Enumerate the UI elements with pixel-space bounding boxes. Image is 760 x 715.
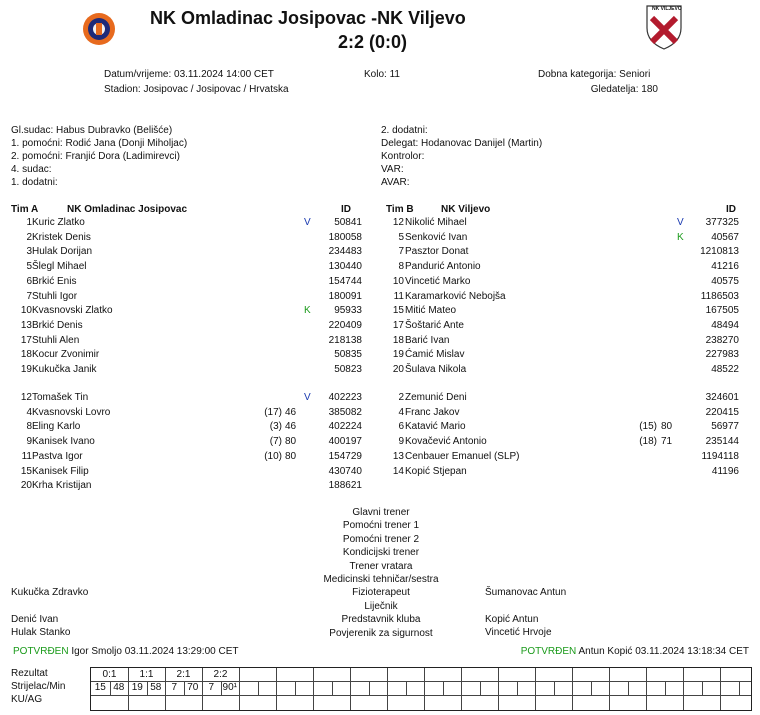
grid-divider [702,681,703,695]
player-row [0,275,760,289]
grid-divider [720,668,721,710]
player-row [0,420,760,434]
player-row [0,363,760,377]
player-number: 14 [392,465,404,477]
player-name: Kopić Stjepan [405,465,467,477]
home-logo-partial [30,0,68,11]
home-confirm-status: POTVRĐEN [13,646,69,657]
player-id: 377325 [705,217,739,228]
player-number: 6 [26,275,32,287]
grid-divider [480,681,481,695]
grid-divider [591,681,592,695]
player-name: Barić Ivan [405,334,450,346]
row-label-result: Rezultat [11,668,48,679]
goal-minute: 58 [150,682,162,693]
player-name: Pandurić Antonio [405,261,481,273]
player-name: Kvasnovski Zlatko [32,305,113,317]
staff-role-label: Fizioterapeut [352,587,410,599]
grid-divider [628,681,629,695]
grid-divider [313,668,314,710]
player-id: 324601 [705,392,739,403]
player-name: Šlegl Mihael [32,261,87,273]
grid-divider [517,681,518,695]
player-number: 11 [393,290,404,302]
goalkeeper-marker: V [304,392,311,403]
title-separator: - [371,8,378,28]
grid-divider [739,681,740,695]
grid-divider [350,668,351,710]
player-number: 10 [20,305,32,317]
player-id: 40567 [711,231,739,243]
grid-divider [387,668,388,710]
player-name: Cenbauer Emanuel (SLP) [405,450,520,462]
player-row [0,406,760,420]
grid-divider [369,681,370,695]
player-row [0,391,760,405]
team-b-label: Tim B [386,204,414,215]
player-id: 430740 [328,465,362,477]
player-number: 19 [392,349,404,361]
substitution-for: (18) [639,436,657,448]
staff-role-label: Trener vratara [349,560,413,572]
official-delegate: Delegat: Hodanovac Danijel (Martin) [381,138,543,149]
goal-scorer-number: 19 [131,682,143,693]
substitution-for: (7) [269,436,282,448]
goal-result: 2:1 [176,669,191,680]
away-team-name: NK Viljevo [377,8,466,28]
grid-divider [443,681,444,695]
goalkeeper-marker: V [677,217,684,228]
player-id: 1194118 [701,450,739,462]
player-name: Kanisek Filip [32,465,89,477]
away-logo-text: NK VILJEVO [652,6,682,12]
grid-divider [276,668,277,710]
substitution-minute: 80 [661,421,673,433]
grid-divider [406,681,407,695]
home-confirm-text: Igor Smoljo 03.11.2024 13:29:00 CET [71,646,239,657]
home-security: Hulak Stanko [11,627,71,638]
goal-scorer-number: 15 [94,682,106,693]
team-b-id-header: ID [726,204,736,215]
goal-result: 0:1 [102,669,117,680]
team-a-name: NK Omladinac Josipovac [67,204,188,215]
player-name: Brkić Enis [32,275,77,287]
player-number: 9 [398,436,404,448]
player-row [0,334,760,348]
player-row [0,479,760,493]
player-number: 1 [26,217,32,228]
player-row [0,260,760,274]
player-name: Katavić Mario [405,421,466,433]
staff-role-label: Kondicijski trener [342,547,420,559]
home-physio: Kukučka Zdravko [11,587,89,598]
home-team-logo [82,12,116,49]
player-number: 18 [392,334,404,346]
player-row [0,290,760,304]
away-team-logo [644,4,684,53]
goals-grid [90,667,752,711]
player-id: 238270 [705,334,739,346]
captain-marker: K [304,305,311,317]
player-name: Brkić Denis [32,319,83,331]
player-id: 50835 [334,349,362,361]
player-number: 8 [26,421,32,433]
player-number: 4 [398,406,404,418]
player-name: Pastva Igor [32,450,83,462]
match-round: Kolo: 11 [364,69,400,80]
player-row [0,304,760,318]
player-number: 17 [20,334,32,346]
home-confirmation [13,646,239,657]
player-id: 95933 [334,305,362,317]
player-id: 50823 [334,364,362,375]
player-name: Kovačević Antonio [405,436,487,448]
player-id: 40575 [711,275,739,287]
player-name: Kocur Zvonimir [32,349,100,361]
substitution-minute: 46 [285,421,297,433]
grid-divider [424,668,425,710]
official-additional-2: 2. dodatni: [381,125,428,136]
grid-divider [665,681,666,695]
player-number: 2 [398,392,404,403]
player-name: Zemunić Deni [405,392,467,403]
player-name: Kuric Zlatko [32,217,85,228]
staff-role-label: Predstavnik kluba [341,614,421,626]
grid-divider [535,668,536,710]
player-id: 180091 [328,290,362,302]
grid-divider [683,668,684,710]
away-physio: Šumanovac Antun [485,587,567,598]
official-referee: Gl.sudac: Habus Dubravko (Belišće) [11,125,173,136]
goal-result: 2:2 [213,669,228,680]
player-number: 10 [392,275,404,287]
player-id: 220415 [705,406,739,418]
player-id: 400197 [328,436,362,448]
player-name: Vincetić Marko [405,275,471,287]
player-number: 7 [26,290,32,302]
player-name: Senković Ivan [405,231,468,243]
substitution-minute: 46 [285,406,297,418]
official-fourth: 4. sudac: [11,164,52,175]
player-name: Šulava Nikola [405,364,467,375]
player-number: 12 [20,392,32,403]
player-id: 154744 [328,275,362,287]
player-id: 154729 [328,450,362,462]
player-name: Pasztor Donat [405,246,469,258]
player-number: 17 [392,319,404,331]
goal-minute: 48 [113,682,125,693]
player-name: Hulak Dorijan [32,246,93,258]
player-id: 402224 [328,421,362,433]
match-spectators: Gledatelja: 180 [590,84,658,95]
official-controller: Kontrolor: [381,151,425,162]
player-id: 180058 [328,231,362,243]
substitution-minute: 80 [285,436,297,448]
player-number: 11 [21,450,32,462]
player-number: 6 [398,421,404,433]
player-id: 56977 [711,421,739,433]
goal-scorer-number: 7 [208,682,215,693]
player-number: 5 [26,261,32,273]
staff-role-label: Povjerenik za sigurnost [329,627,433,639]
player-name: Šoštarić Ante [405,319,464,331]
player-number: 15 [392,305,404,317]
staff-role-label: Liječnik [364,600,398,612]
player-id: 402223 [328,392,362,403]
away-logo-partial [692,0,722,9]
player-name: Mitić Mateo [405,305,457,317]
grid-divider [332,681,333,695]
grid-divider [461,668,462,710]
player-name: Ćamić Mislav [405,349,465,361]
grid-divider [295,681,296,695]
player-id: 130440 [328,261,362,273]
player-number: 4 [26,406,32,418]
official-additional-1: 1. dodatni: [11,177,58,188]
player-number: 9 [26,436,32,448]
team-a-id-header: ID [341,204,351,215]
match-datetime: Datum/vrijeme: 03.11.2024 14:00 CET [104,69,274,80]
captain-marker: K [677,231,684,243]
player-row [0,450,760,464]
away-confirm-text: Antun Kopić 03.11.2024 13:18:34 CET [578,646,749,657]
substitution-for: (3) [269,421,282,433]
grid-divider [609,668,610,710]
goal-minute: 70 [187,682,199,693]
player-row [0,319,760,333]
player-number: 13 [20,319,32,331]
player-name: Karamarković Nebojša [405,290,506,302]
grid-divider [554,681,555,695]
player-number: 5 [398,231,404,243]
player-name: Kukučka Janik [32,364,97,375]
player-number: 12 [392,217,404,228]
home-representative: Denić Ivan [11,614,59,625]
staff-role-label: Medicinski tehničar/sestra [323,574,439,585]
player-id: 48494 [711,319,739,331]
away-representative: Kopić Antun [485,614,539,625]
player-name: Kristek Denis [32,231,91,243]
staff-role-label: Pomoćni trener 2 [342,533,420,545]
player-id: 1210813 [700,246,739,258]
official-avar: AVAR: [381,177,410,188]
substitution-for: (17) [264,406,282,418]
grid-divider [572,668,573,710]
home-team-name: NK Omladinac Josipovac [150,8,367,28]
player-row [0,435,760,449]
player-id: 1186503 [700,290,739,302]
goal-minute: 90¹ [222,682,237,693]
player-id: 218138 [328,334,362,346]
player-number: 18 [20,349,32,361]
player-id: 188621 [328,480,362,492]
staff-role-label: Glavni trener [352,507,410,518]
player-number: 19 [20,364,32,375]
player-id: 50841 [334,217,362,228]
away-confirm-status: POTVRĐEN [520,646,577,657]
player-number: 13 [392,450,404,462]
match-category: Dobna kategorija: Seniori [538,69,651,80]
player-row [0,245,760,259]
player-name: Stuhli Alen [32,334,80,346]
team-b-name: NK Viljevo [441,204,491,215]
player-id: 385082 [328,406,362,418]
player-id: 234483 [328,246,362,258]
player-number: 7 [398,246,404,258]
substitution-for: (10) [264,450,282,462]
grid-divider [239,668,240,710]
player-id: 48522 [711,364,739,375]
player-row [0,216,760,230]
team-a-label: Tim A [11,204,39,215]
official-assistant-1: 1. pomoćni: Rodić Jana (Donji Miholjac) [11,138,188,149]
goalkeeper-marker: V [304,217,311,228]
away-security: Vincetić Hrvoje [485,627,552,638]
player-name: Franc Jakov [405,406,460,418]
player-id: 227983 [705,349,739,361]
player-id: 235144 [705,436,739,448]
substitution-minute: 71 [661,436,673,448]
player-number: 20 [392,364,404,375]
substitution-minute: 80 [285,450,297,462]
goal-result: 1:1 [139,669,154,680]
player-name: Kanisek Ivano [32,436,95,448]
player-name: Kvasnovski Lovro [32,406,111,418]
player-id: 41196 [711,465,739,477]
away-confirmation [521,646,749,657]
official-assistant-2: 2. pomoćni: Franjić Dora (Ladimirevci) [11,151,180,162]
official-var: VAR: [381,164,404,175]
staff-role-label: Pomoćni trener 1 [342,520,420,532]
match-score: 2:2 (0:0) [338,32,408,52]
player-name: Stuhli Igor [32,290,78,302]
player-name: Nikolić Mihael [405,217,467,228]
player-name: Tomašek Tin [32,392,89,403]
player-number: 3 [26,246,32,258]
player-name: Eling Karlo [32,421,81,433]
player-id: 41216 [711,261,739,273]
player-number: 2 [26,231,32,243]
grid-divider [646,668,647,710]
row-label-scorer: Strijelac/Min [11,681,66,692]
match-stadium: Stadion: Josipovac / Josipovac / Hrvatska [104,84,289,95]
row-label-kuag: KU/AG [11,694,43,705]
player-id: 220409 [328,319,362,331]
player-row [0,465,760,479]
grid-divider [498,668,499,710]
player-row [0,348,760,362]
match-title [150,8,466,29]
player-number: 15 [20,465,32,477]
grid-divider [258,681,259,695]
player-number: 20 [20,480,32,492]
player-number: 8 [398,261,404,273]
player-id: 167505 [705,305,739,317]
player-name: Krha Kristijan [32,480,92,492]
goal-scorer-number: 7 [171,682,178,693]
substitution-for: (15) [639,421,657,433]
player-row [0,231,760,245]
